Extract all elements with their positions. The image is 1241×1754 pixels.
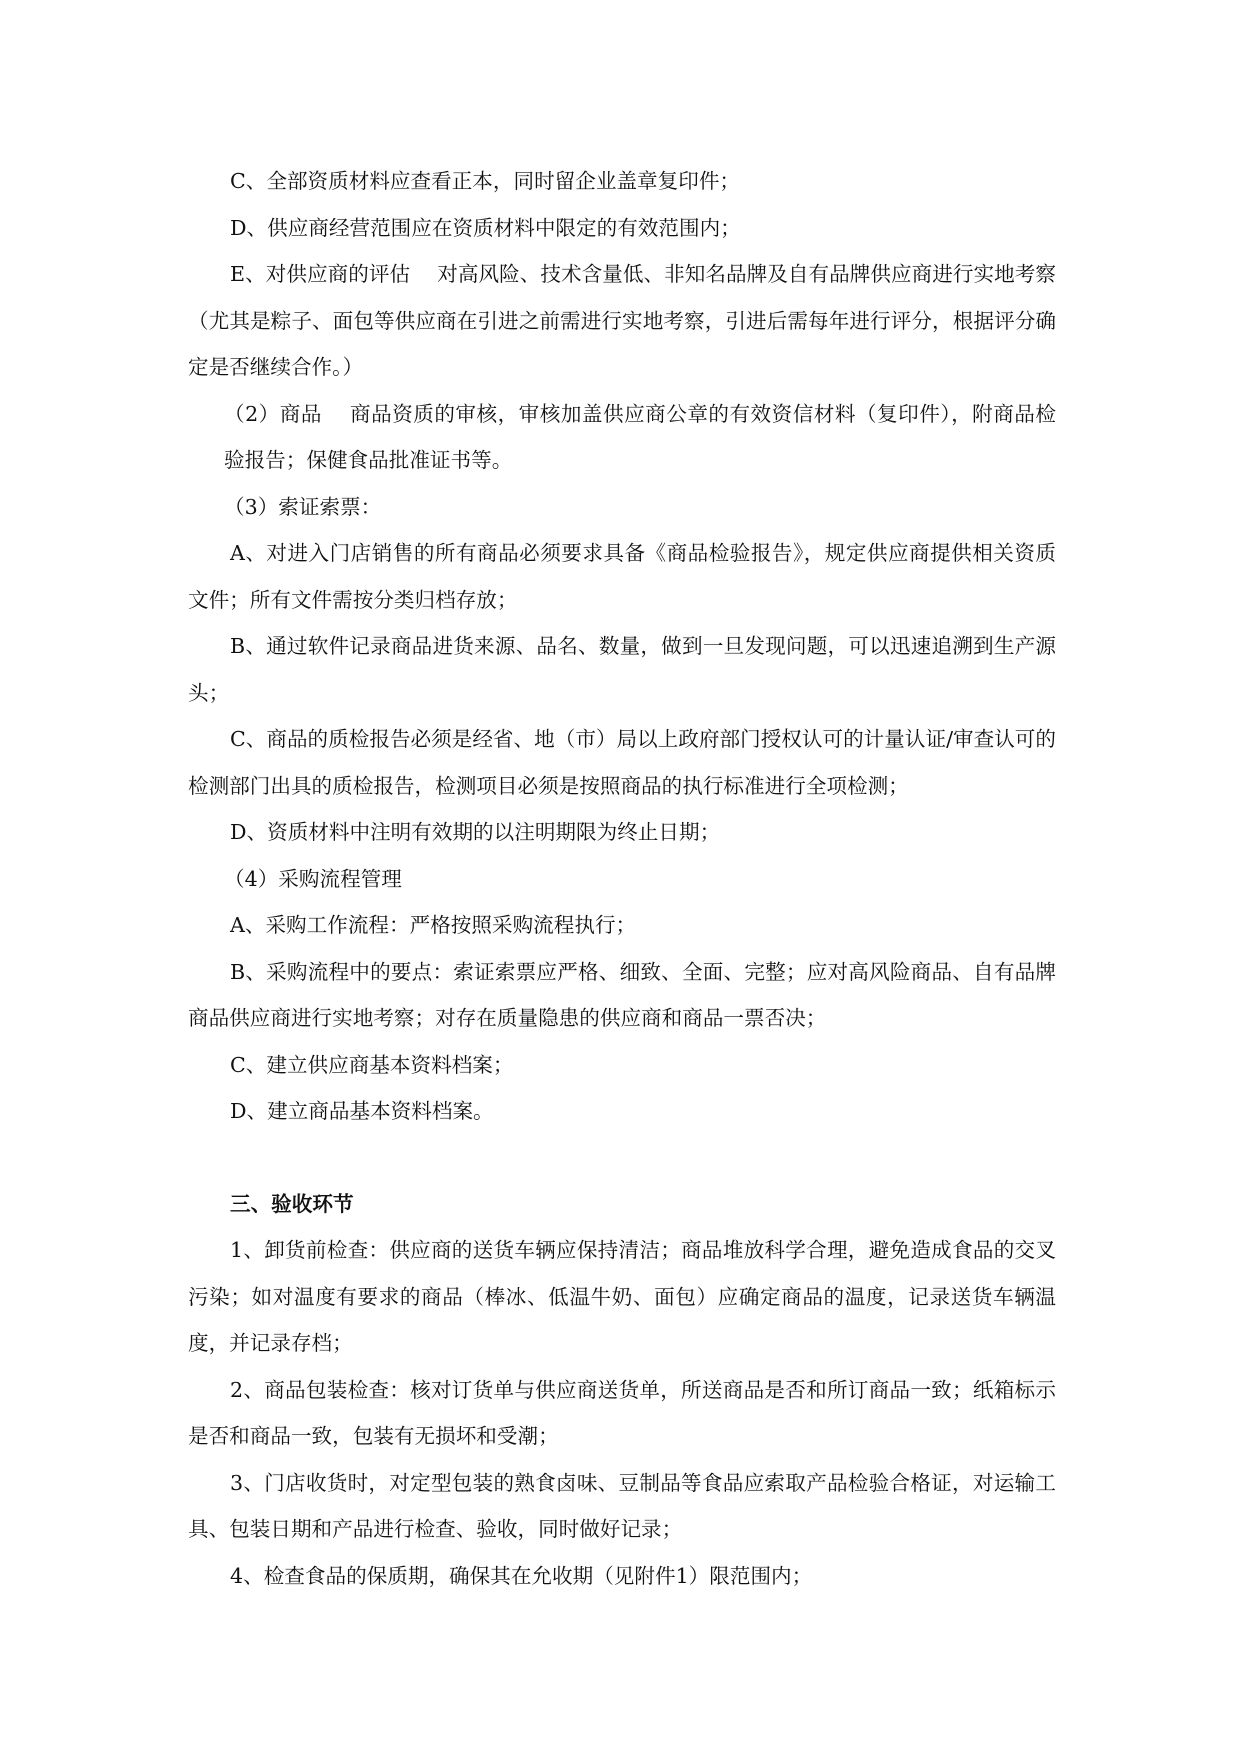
supplier-item-e: E、对供应商的评估 对高风险、技术含量低、非知名品牌及自有品牌供应商进行实地考察（尤其是粽子、面包等供应商在引进之前需进行实地考察，引进后需每年进行评分，根据评分确定是否继续合作。） [188,262,1056,379]
procurement-item-d: D、建立商品基本资料档案。 [230,1099,494,1123]
product-item: （2）商品 商品资质的审核，审核加盖供应商公章的有效资信材料（复印件），附商品检验报告；保健食品批准证书等。 [224,401,1056,472]
certificate-item-a: A、对进入门店销售的所有商品必须要求具备《商品检验报告》，规定供应商提供相关资质文件；所有文件需按分类归档存放； [188,541,1056,612]
procurement-heading: （4）采购流程管理 [224,866,402,891]
certificate-heading: （3）索证索票： [224,494,382,519]
procurement-item-b: B、采购流程中的要点：索证索票应严格、细致、全面、完整；应对高风险商品、自有品牌商品供应商进行实地考察；对存在质量隐患的供应商和商品一票否决； [188,959,1056,1030]
certificate-item-d: D、资质材料中注明有效期的以注明期限为终止日期； [230,820,721,844]
section-spacer [188,1135,1056,1181]
certificate-item-b: B、通过软件记录商品进货来源、品名、数量，做到一旦发现问题，可以迅速追溯到生产源头； [188,634,1056,705]
procurement-item-a: A、采购工作流程：严格按照采购流程执行； [230,913,637,937]
supplier-item-c: C、全部资质材料应查看正本，同时留企业盖章复印件； [230,169,741,193]
section-title-acceptance: 三、验收环节 [230,1191,354,1216]
acceptance-item-2: 2、商品包装检查：核对订货单与供应商送货单，所送商品是否和所订商品一致；纸箱标示是否和商品一致，包装有无损坏和受潮； [188,1377,1056,1448]
procurement-item-c: C、建立供应商基本资料档案； [230,1052,514,1077]
acceptance-item-1: 1、卸货前检查：供应商的送货车辆应保持清洁；商品堆放科学合理，避免造成食品的交叉污染；如对温度有要求的商品（棒冰、低温牛奶、面包）应确定商品的温度，记录送货车辆温度，并记录存档； [188,1238,1056,1355]
acceptance-item-3: 3、门店收货时，对定型包装的熟食卤味、豆制品等食品应索取产品检验合格证，对运输工具、包装日期和产品进行检查、验收，同时做好记录； [188,1470,1056,1541]
acceptance-item-4: 4、检查食品的保质期，确保其在允收期（见附件1）限范围内； [230,1563,813,1588]
certificate-item-c: C、商品的质检报告必须是经省、地（市）局以上政府部门授权认可的计量认证/审查认可的检测部门出具的质检报告，检测项目必须是按照商品的执行标准进行全项检测； [188,727,1056,798]
document-page [188,158,1056,1599]
supplier-item-d: D、供应商经营范围应在资质材料中限定的有效范围内； [230,215,741,240]
